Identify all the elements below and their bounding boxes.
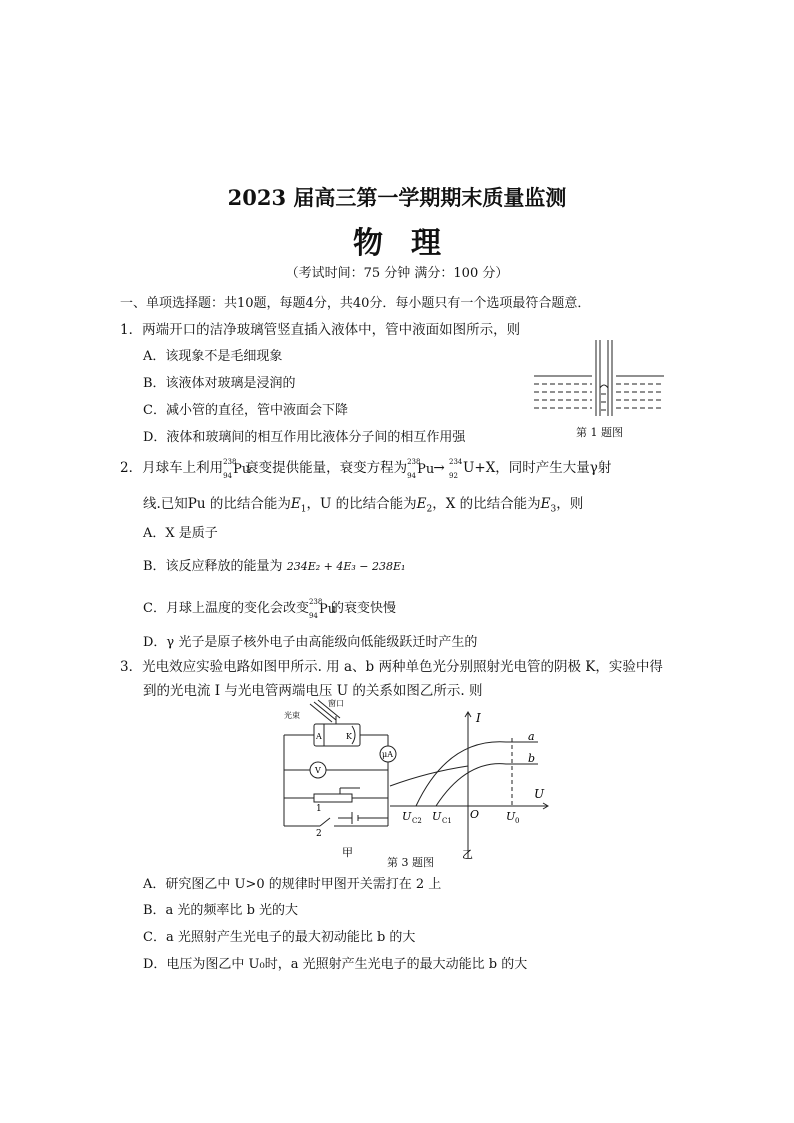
q1-caption: 第 1 题图: [576, 426, 623, 439]
q3-caption: 第 3 题图: [387, 856, 434, 869]
q2-option-b-text: B．该反应释放的能量为: [143, 559, 283, 574]
curve-b: [436, 764, 538, 806]
q1-option-c: C．减小管的直径，管中液面会下降: [143, 403, 348, 418]
q3-option-d: D．电压为图乙中 U₀时，a 光照射产生光电子的最大动能比 b 的大: [143, 957, 528, 972]
q2-nuclide-pu: [223, 457, 251, 480]
switch-pos-2: 2: [316, 829, 322, 839]
uc1-label: U: [432, 810, 442, 823]
curve-b-label: b: [528, 752, 536, 765]
pu-atomic-number: 94: [308, 611, 318, 620]
ammeter-label: μA: [382, 750, 393, 759]
q1-option-d: D．液体和玻璃间的相互作用比液体分子间的相互作用强: [143, 430, 466, 445]
q1-option-b: B．该液体对玻璃是浸润的: [143, 376, 296, 391]
arrow-icon: →: [429, 460, 449, 476]
e-symbol: E: [290, 496, 301, 512]
pu-mass-number: 238: [407, 457, 421, 466]
q2-line2-text2: ，U 的比结合能为: [306, 496, 417, 512]
u-atomic-number: 92: [449, 471, 458, 480]
q2-stem-part2: 衰变提供能量，衰变方程为: [245, 460, 408, 476]
u-axis-label: U: [534, 787, 545, 801]
q3-option-c: C．a 光照射产生光电子的最大初动能比 b 的大: [143, 930, 416, 945]
uc2-subscript: C2: [412, 817, 422, 825]
curve-a: [416, 742, 538, 806]
q2-option-a: A．X 是质子: [143, 526, 218, 541]
q2-line2-text4: ，则: [556, 496, 584, 512]
window-label: 窗口: [328, 699, 344, 708]
u0-subscript: 0: [515, 817, 520, 825]
uc1-subscript: C1: [442, 817, 452, 825]
e-symbol: E: [416, 496, 427, 512]
section-heading: 一、单项选择题：共10题，每题4分，共40分．每小题只有一个选项最符合题意．: [120, 296, 591, 311]
exam-info: （考试时间：75 分钟 满分：100 分）: [285, 266, 509, 281]
q3-iu-graph: [388, 708, 558, 860]
q2-nuclide-pu-3: [308, 597, 337, 620]
switch-pos-1: 1: [316, 804, 322, 814]
q2-option-d: D．γ 光子是原子核外电子由高能级向低能级跃迁时产生的: [143, 635, 478, 650]
pu-symbol: Pu: [233, 461, 251, 477]
pu-mass-number: 238: [223, 457, 237, 466]
pu-atomic-number: 94: [407, 471, 417, 480]
q2-stem-part1: 2．月球车上利用: [120, 460, 224, 476]
q2-energy-formula: 234E₂ + 4E₃ − 238E₁: [286, 560, 406, 573]
u0-label: U: [506, 810, 516, 823]
fig-label-yi: 乙: [462, 848, 473, 860]
e-symbol: E: [540, 496, 551, 512]
pu-symbol: Pu: [318, 601, 337, 617]
fig-label-jia: 甲: [342, 846, 353, 859]
q2-nuclide-u: [449, 457, 463, 480]
q2-option-c: [143, 597, 396, 620]
q3-option-a: A．研究图乙中 U>0 的规律时甲图开关需打在 2 上: [143, 877, 442, 892]
pu-mass-number: 238: [308, 597, 323, 606]
q1-stem: 1．两端开口的洁净玻璃管竖直插入液体中，管中液面如图所示，则: [120, 322, 521, 338]
q2-stem: [120, 456, 612, 480]
switch-blade: [320, 818, 330, 826]
subject-title: 物理: [353, 226, 469, 261]
q3-circuit-figure: [280, 696, 404, 860]
q3-option-b: B．a 光的频率比 b 光的大: [143, 903, 299, 918]
cathode-label: K: [346, 732, 352, 741]
q2-option-c-text: C．月球上温度的变化会改变: [143, 601, 309, 616]
q2-stem-part3: U+X，同时产生大量γ射: [463, 460, 612, 476]
q2-line2-text: 线.已知Pu 的比结合能为: [143, 496, 291, 512]
uc2-label: U: [402, 810, 412, 823]
voltmeter-label: V: [315, 766, 321, 775]
q3-stem-line2: 到的光电流 I 与光电管两端电压 U 的关系如图乙所示. 则: [143, 683, 483, 699]
anode-label: A: [316, 732, 322, 741]
q2-line2-text3: ，X 的比结合能为: [432, 496, 541, 512]
q1-figure: [530, 338, 670, 422]
i-axis-label: I: [476, 711, 481, 725]
q1-option-a: A．该现象不是毛细现象: [143, 349, 283, 364]
pu-atomic-number: 94: [223, 471, 233, 480]
q3-stem-line1: 3．光电效应实验电路如图甲所示. 用 a、b 两种单色光分别照射光电管的阴极 K，实验中得: [120, 659, 663, 675]
q2-option-b: [143, 555, 405, 574]
exam-title: 2023 届高三第一学期期末质量监测: [227, 185, 567, 210]
pu-symbol: Pu: [417, 461, 435, 477]
curve-a-label: a: [528, 730, 535, 743]
u-mass-number: 234: [449, 457, 463, 466]
q2-nuclide-pu-2: [407, 457, 435, 480]
origin-label: O: [470, 808, 480, 821]
q2-line2: 线.已知Pu 的比结合能为$E_1$，U 的比结合能为$E_2$，X 的比结合能为$E_3$，则: [143, 496, 584, 515]
q2-option-c-text2: 的衰变快慢: [330, 601, 396, 616]
rheostat: [314, 794, 352, 802]
beam-label: 光束: [284, 711, 300, 720]
